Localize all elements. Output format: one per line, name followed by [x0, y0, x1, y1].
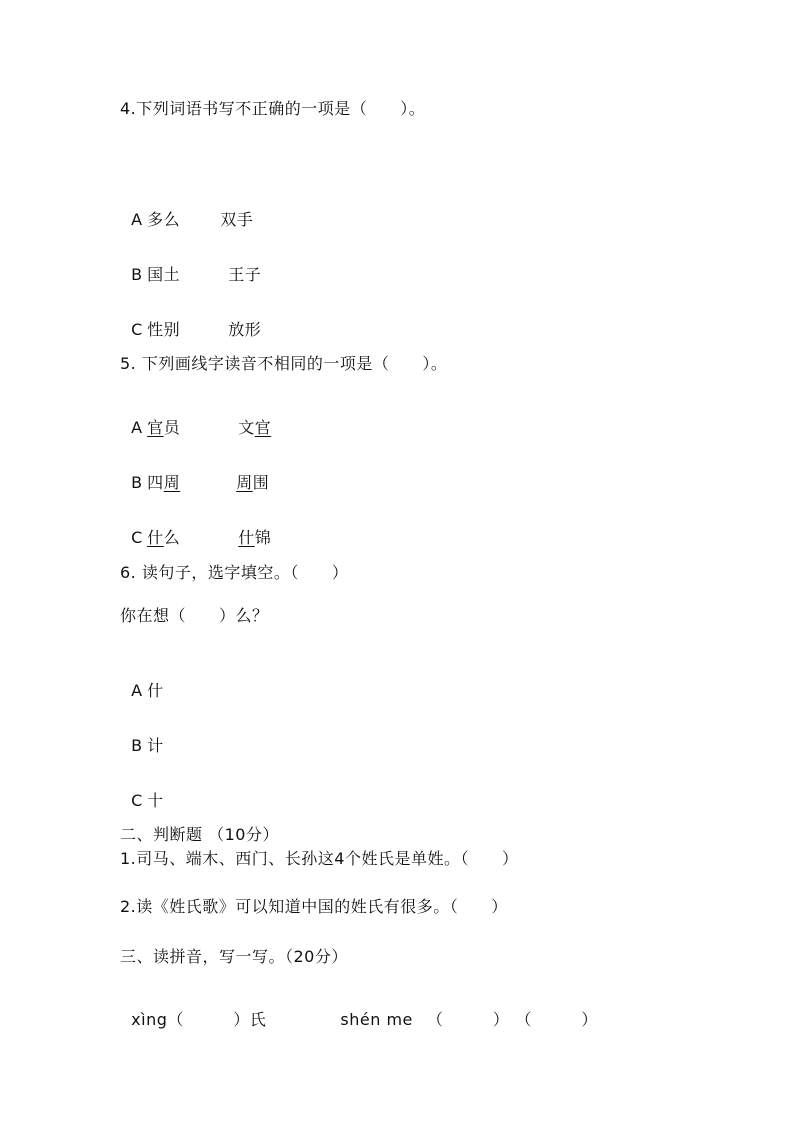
- q4-option-c[interactable]: [120, 300, 261, 340]
- underlined-char: 什: [238, 528, 255, 547]
- q4-option-b[interactable]: [120, 245, 261, 285]
- underlined-char: 周: [163, 473, 181, 492]
- option-word-2: 王子: [228, 265, 262, 284]
- section-3-pinyin-row: [120, 990, 598, 1030]
- underlined-char: 官: [147, 418, 164, 437]
- section-3-heading: 三、读拼音，写一写。（20分）: [120, 947, 348, 966]
- q5-option-c[interactable]: [120, 508, 271, 548]
- underlined-char: 什: [147, 528, 164, 547]
- option-key: B: [131, 265, 143, 284]
- option-char: 什: [147, 681, 164, 700]
- answer-blank-2[interactable]: （ ）: [426, 1010, 510, 1029]
- q5-option-a[interactable]: [120, 398, 271, 438]
- underlined-char: 官: [254, 418, 272, 437]
- q6-option-b[interactable]: [120, 716, 164, 756]
- option-key: C: [131, 791, 143, 810]
- section-2-item-1: 1.司马、端木、西门、长孙这4个姓氏是单姓。（ ）: [120, 849, 519, 868]
- option-key: A: [131, 418, 143, 437]
- q6-option-c[interactable]: [120, 771, 164, 811]
- q6-option-a[interactable]: [120, 661, 164, 701]
- q5-option-b[interactable]: [120, 453, 269, 493]
- option-word-1: 国土: [147, 265, 181, 284]
- section-2-item-2: 2.读《姓氏歌》可以知道中国的姓氏有很多。（ ）: [120, 897, 508, 916]
- option-key: A: [131, 210, 143, 229]
- question-5-title: 5. 下列画线字读音不相同的一项是（ ）。: [120, 354, 448, 373]
- option-word-2: 双手: [220, 210, 254, 229]
- option-key: C: [131, 528, 143, 547]
- option-char: 计: [147, 736, 164, 755]
- answer-blank-3[interactable]: （ ）: [515, 1010, 598, 1029]
- word-prefix: 四: [147, 473, 164, 492]
- question-4-title: 4.下列词语书写不正确的一项是（ ）。: [120, 99, 426, 118]
- q4-option-a[interactable]: [120, 190, 253, 230]
- option-word-2: 放形: [228, 320, 262, 339]
- underlined-char: 周: [236, 473, 253, 492]
- option-word-1: 多么: [147, 210, 181, 229]
- answer-blank-1[interactable]: （ ）: [167, 1010, 250, 1029]
- word-rest: 员: [163, 418, 181, 437]
- word-rest: 围: [252, 473, 270, 492]
- option-word-1: 性别: [147, 320, 181, 339]
- option-key: C: [131, 320, 143, 339]
- question-6-title: 6. 读句子，选字填空。（ ）: [120, 563, 349, 582]
- pinyin-xing: xìng: [131, 1010, 168, 1029]
- word-rest: 么: [163, 528, 181, 547]
- word-prefix: 文: [238, 418, 255, 437]
- option-char: 十: [147, 791, 164, 810]
- option-key: A: [131, 681, 143, 700]
- option-key: B: [131, 473, 143, 492]
- question-6-sentence: 你在想（ ）么？: [120, 606, 269, 625]
- given-char: 氏: [249, 1010, 267, 1029]
- section-2-heading: 二、判断题 （10分）: [120, 825, 279, 844]
- pinyin-shenme: shén me: [340, 1010, 413, 1029]
- option-key: B: [131, 736, 143, 755]
- word-rest: 锦: [254, 528, 272, 547]
